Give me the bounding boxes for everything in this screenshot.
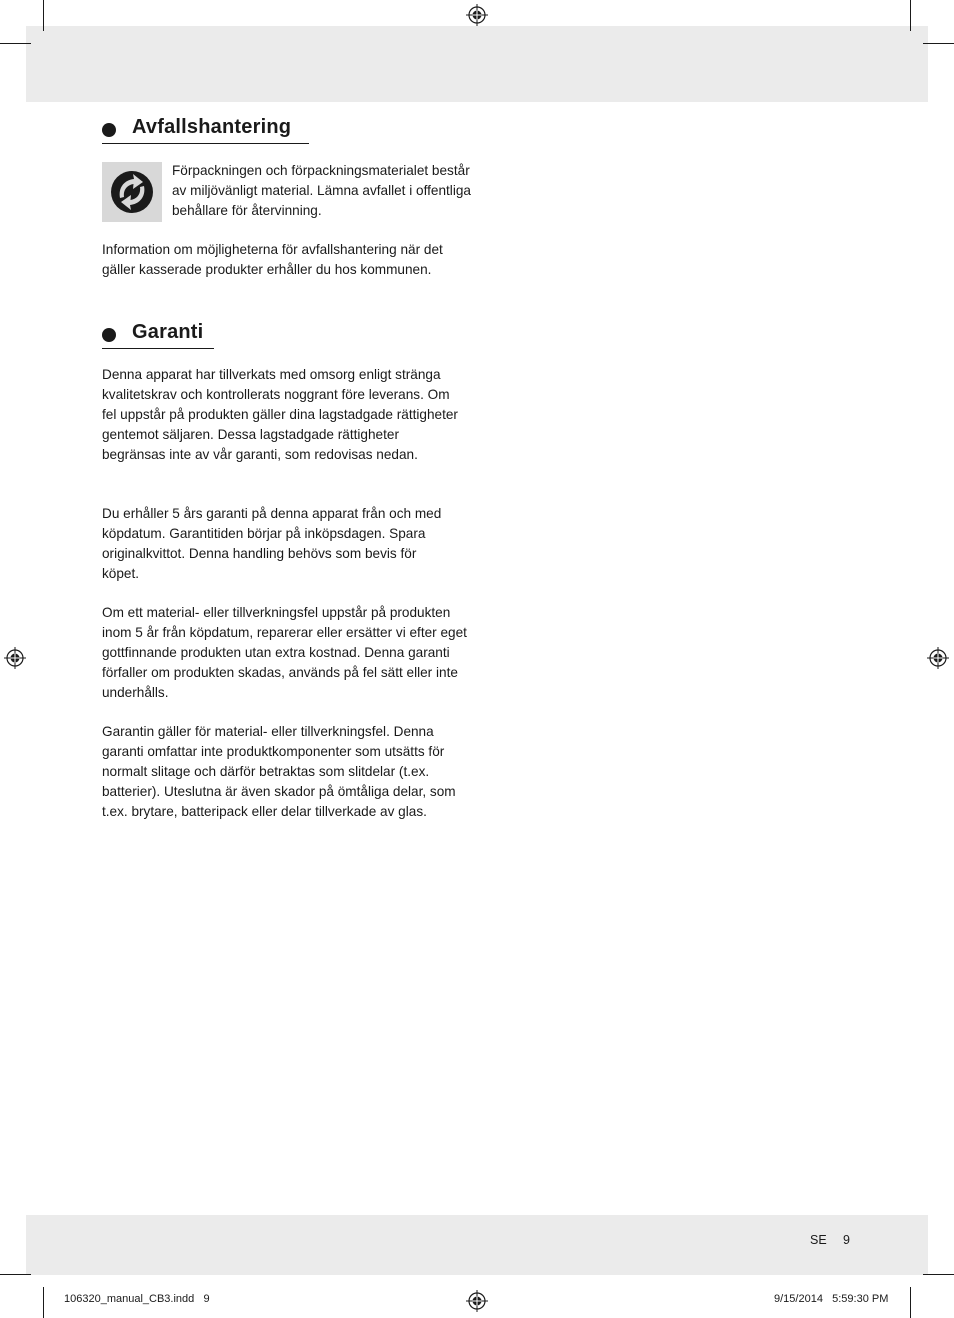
waste-section-heading <box>102 116 291 141</box>
waste-title: Avfallshantering <box>132 116 292 138</box>
registration-mark-icon <box>4 647 26 669</box>
bullet-icon <box>102 123 116 137</box>
footer-band <box>26 1215 928 1275</box>
crop-mark <box>923 1274 954 1275</box>
recycling-icon-box <box>102 162 162 222</box>
warranty-section-heading <box>102 321 203 346</box>
registration-mark-icon <box>466 1290 488 1312</box>
registration-mark-icon <box>466 4 488 26</box>
warranty-paragraph: Om ett material- eller tillverkningsfel uppstår på produkten inom 5 år från köpdatum, reparerar eller ersätter vi efter eget gottfinnande produkten utan extra kostnad. Denna garanti förfaller om produkten skadas, används på fel sätt eller inte underhålls. <box>102 605 467 700</box>
heading-underline <box>102 348 214 349</box>
warranty-paragraph: Denna apparat har tillverkats med omsorg enligt stränga kvalitetskrav och kontrollerats noggrant före leverans. Om fel uppstår på produkten gäller dina lagstadgade rättigheter gentemot säljaren. Dessa lagstadgade rättigheter begränsas inte av vår garanti, som redovisas nedan. <box>102 367 458 462</box>
bullet-icon <box>102 328 116 342</box>
warranty-paragraph: Garantin gäller för material- eller tillverkningsfel. Denna garanti omfattar inte produktkomponenter som utsätts för normalt slitage och därför betraktas som slitdelar (t.ex. batterier). Uteslutna är även skador på ömtåliga delar, som t.ex. brytare, batteripack eller delar tillverkade av glas. <box>102 724 456 819</box>
crop-mark <box>923 43 954 44</box>
crop-mark <box>0 43 31 44</box>
slug-filename: 106320_manual_CB3.indd 9 <box>64 1293 210 1305</box>
warranty-title: Garanti <box>132 321 204 343</box>
slug-datetime: 9/15/2014 5:59:30 PM <box>774 1293 889 1305</box>
crop-mark <box>910 0 911 31</box>
recycling-green-dot-icon <box>102 162 162 222</box>
packaging-text: Förpackningen och förpackningsmaterialet består av miljövänligt material. Lämna avfallet i offentliga behållare för återvinning. <box>172 163 471 218</box>
crop-mark <box>43 0 44 31</box>
page-number: 9 <box>843 1233 850 1247</box>
crop-mark <box>0 1274 31 1275</box>
crop-mark <box>43 1287 44 1318</box>
crop-mark <box>910 1287 911 1318</box>
warranty-paragraph: Du erhåller 5 års garanti på denna apparat från och med köpdatum. Garantitiden börjar på inköpsdagen. Spara originalkvittot. Denna handling behövs som bevis för köpet. <box>102 506 442 581</box>
waste-info-text: Information om möjligheterna för avfallshantering när det gäller kasserade produkter erhåller du hos kommunen. <box>102 242 443 277</box>
language-code: SE <box>810 1233 827 1247</box>
registration-mark-icon <box>927 647 949 669</box>
header-band <box>26 26 928 102</box>
heading-underline <box>102 143 309 144</box>
